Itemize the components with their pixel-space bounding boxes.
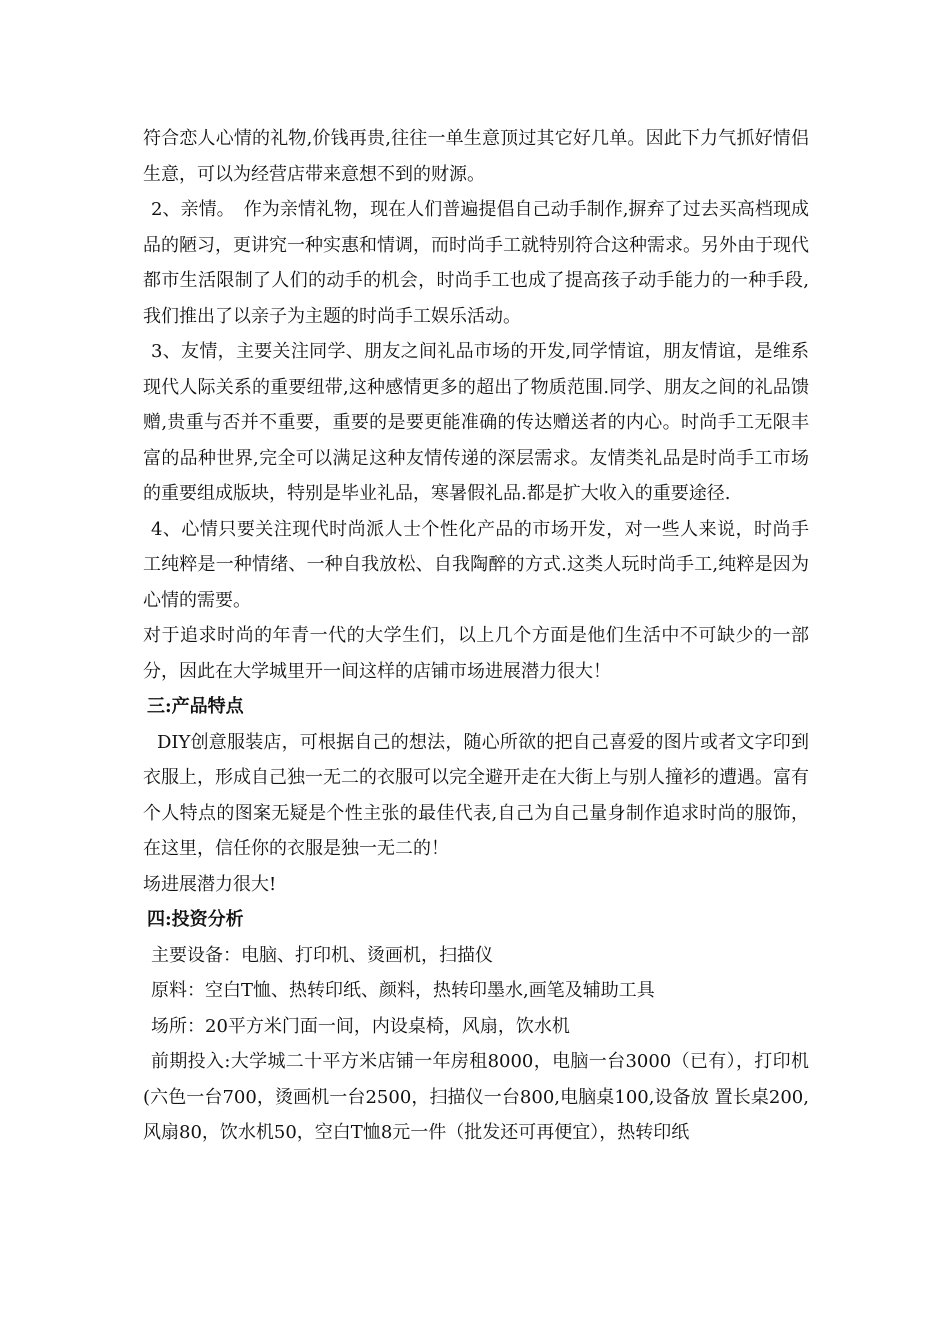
list-item-venue: 场所：20平方米门面一间，内设桌椅，风扇，饮水机 (151, 1015, 570, 1037)
section-heading-investment-analysis: 四:投资分析 (147, 909, 244, 930)
paragraph-friendship: 3、友情，主要关注同学、朋友之间礼品市场的开发,同学情谊，朋友情谊，是维系现代人际关系的重要纽带,这种感情更多的超出了物质范围.同学、朋友之间的礼品馈赠,贵重与否并不重要，重要的是要更能准确的传达赠送者的内心。时尚手工无限丰富的品种世界,完全可以满足这种友情传递的深层需求。友情类礼品是时尚手工市场的重要组成版块，特别是毕业礼品，寒暑假礼品.都是扩大收入的重要途径. (143, 341, 809, 504)
paragraph-mood: 4、心情只要关注现代时尚派人士个性化产品的市场开发，对一些人来说，时尚手工纯粹是一种情绪、一种自我放松、自我陶醉的方式.这类人玩时尚手工,纯粹是因为心情的需要。 (143, 518, 809, 611)
list-item-materials: 原料：空白T恤、热转印纸、颜料，热转印墨水,画笔及辅助工具 (151, 980, 655, 1001)
paragraph-romance-gifts: 符合恋人心情的礼物,价钱再贵,往往一单生意顶过其它好几单。因此下力气抓好情侣生意，可以为经营店带来意想不到的财源。 (143, 128, 809, 185)
section-heading-product-features: 三:产品特点 (147, 696, 244, 717)
paragraph-family: 2、亲情。 作为亲情礼物，现在人们普遍提倡自己动手制作,摒弃了过去买高档现成品的陋习，更讲究一种实惠和情调，而时尚手工就特别符合这种需求。另外由于现代都市生活限制了人们的动手的机会，时尚手工也成了提高孩子动手能力的一种手段,我们推出了以亲子为主题的时尚手工娱乐活动。 (143, 199, 809, 327)
paragraph-market-summary: 对于追求时尚的年青一代的大学生们，以上几个方面是他们生活中不可缺少的一部分，因此在大学城里开一间这样的店铺市场进展潜力很大！ (143, 625, 809, 682)
list-item-initial-investment: 前期投入:大学城二十平方米店铺一年房租8000，电脑一台3000（已有），打印机(六色一台700，烫画机一台2500，扫描仪一台800,电脑桌100,设备放 置长桌200,风扇80，饮水机50，空白T恤8元一件（批发还可再便宜），热转印纸 (143, 1051, 809, 1143)
paragraph-market-potential: 场进展潜力很大! (143, 873, 277, 895)
paragraph-diy-store: DIY创意服装店，可根据自己的想法，随心所欲的把自己喜爱的图片或者文字印到衣服上，形成自己独一无二的衣服可以完全避开走在大街上与别人撞衫的遭遇。富有个人特点的图案无疑是个性主张的最佳代表,自己为自己量身制作追求时尚的服饰，在这里，信任你的衣服是独一无二的！ (143, 731, 809, 859)
list-item-equipment: 主要设备：电脑、打印机、烫画机，扫描仪 (151, 944, 493, 966)
document-body (143, 121, 809, 1151)
